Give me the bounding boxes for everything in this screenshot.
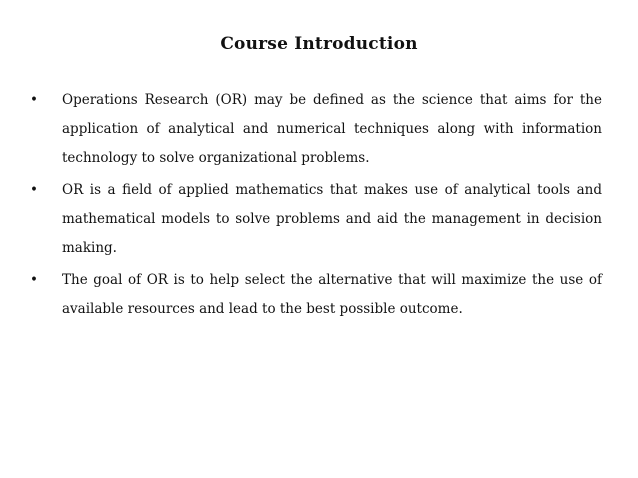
bullet-text: The goal of OR is to help select the alternative that will maximize the use of available resources and lead to the best possible outcome. bbox=[62, 272, 602, 317]
bullet-dot-icon: • bbox=[30, 272, 38, 288]
bullet-text: Operations Research (OR) may be defined as the science that aims for the application of analytical and numerical techniques along with information technology to solve organizational problems. bbox=[62, 92, 602, 166]
bullet-dot-icon: • bbox=[30, 182, 38, 198]
bullet-item bbox=[26, 266, 602, 324]
bullet-item bbox=[26, 176, 602, 263]
bullet-dot-icon: • bbox=[30, 92, 38, 108]
bullet-list bbox=[26, 86, 602, 327]
slide-title: Course Introduction bbox=[220, 34, 418, 54]
bullet-item bbox=[26, 86, 602, 173]
bullet-text: OR is a field of applied mathematics that makes use of analytical tools and mathematical models to solve problems and aid the management in decision making. bbox=[62, 182, 602, 256]
